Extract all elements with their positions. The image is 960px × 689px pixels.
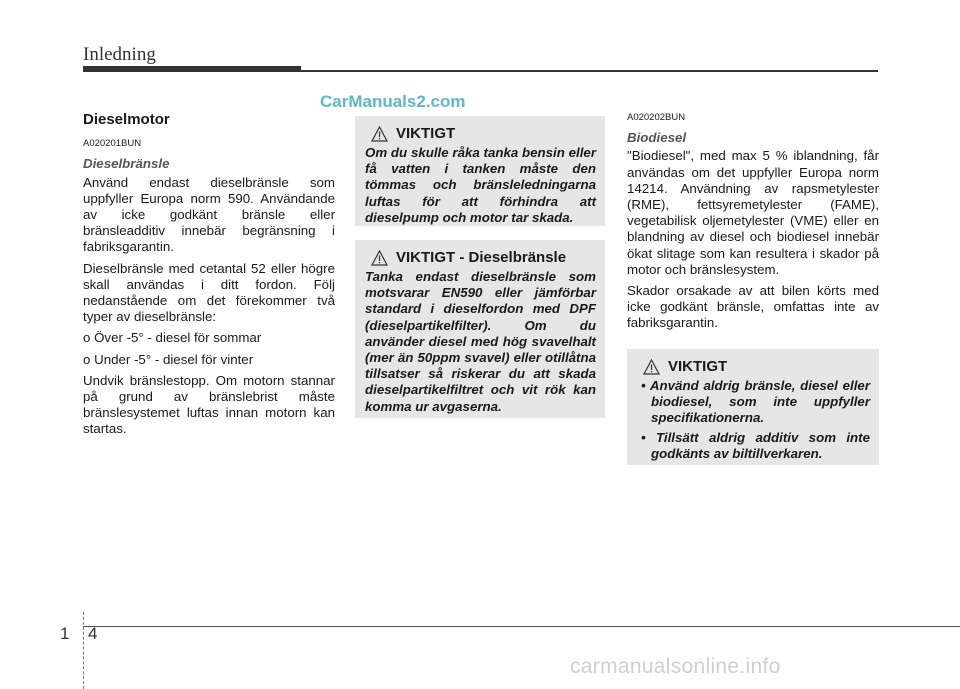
page-number: 4 (88, 624, 98, 643)
warning-triangle-icon (643, 359, 660, 375)
sub-heading: Dieselbränsle (83, 156, 170, 172)
warning-header (365, 123, 596, 145)
warning-text: Tanka endast dieselbränsle som motsvarar EN590 eller jämförbar standard i dieselfordon med DPF (dieselpartikelfilter). Om du använder diesel med hög svavelhalt (mer än 50ppm svavel) eller otillåtna tillsatser så riskerar du att skada dieselpartikelfiltret och vit rök kan komma ur avgaserna. (365, 269, 596, 414)
middle-column (355, 116, 605, 418)
paragraph: "Biodiesel", med max 5 % iblandning, får användas om det uppfyller Europa norm 14214. Användning av rapsmetylester (RME), fettsyremetylester (FAME), vegetabilisk oljemetylester (VME) eller en blandning av diesel och biodiesel innebär ökat slitage som kan resultera i skador på motor och bränslesystem. (627, 148, 879, 277)
warning-header (637, 356, 870, 378)
footer-rule (83, 626, 960, 627)
watermark-bottom: carmanualsonline.info (570, 655, 781, 678)
paragraph: Använd endast dieselbränsle som uppfyller Europa norm 590. Användande av icke godkänt bränsle eller bränsleadditiv innebär begränsning i fabriksgarantin. (83, 174, 335, 255)
warning-header (365, 247, 596, 269)
section-code: A020201BUN (83, 138, 142, 150)
warning-box-dieselbransle (355, 240, 605, 418)
warning-title: VIKTIGT (396, 124, 456, 142)
paragraph: Skador orsakade av att bilen körts med icke godkänt bränsle, omfattas inte av fabriksgarantin. (627, 283, 879, 331)
warning-box-viktigt-right (627, 349, 879, 465)
footer-divider (83, 612, 84, 689)
warning-title: VIKTIGT (668, 357, 728, 375)
section-heading: Dieselmotor (83, 111, 170, 128)
warning-title: VIKTIGT - Dieselbränsle (396, 248, 567, 266)
bullet-item: • Använd aldrig bränsle, diesel eller biodiesel, som inte uppfyller specifikationerna. (641, 377, 870, 426)
left-column (83, 110, 335, 443)
right-column (627, 110, 879, 465)
paragraph: o Under -5° - diesel för vinter (83, 351, 254, 367)
paragraph: o Över -5° - diesel för sommar (83, 330, 262, 346)
paragraph: Undvik bränslestopp. Om motorn stannar på grund av bränslebrist måste bränslesystemet luftas innan motorn kan startas. (83, 372, 335, 437)
warning-triangle-icon (371, 250, 388, 266)
warning-bullets (637, 378, 870, 463)
paragraph: Dieselbränsle med cetantal 52 eller högre skall användas i ditt fordon. Följ nedanstående om det förekommer två typer av dieselbränsle: (83, 260, 335, 325)
watermark-top[interactable]: CarManuals2.com (320, 92, 466, 111)
warning-box-viktigt (355, 116, 605, 226)
chapter-number: 1 (60, 624, 70, 643)
warning-triangle-icon (371, 126, 388, 142)
header-bar-thick (83, 66, 301, 72)
bullet-item: • Tillsätt aldrig additiv som inte godkänts av biltillverkaren. (641, 430, 870, 462)
header-title: Inledning (83, 44, 156, 65)
header-bar-thin (301, 70, 878, 72)
sub-heading: Biodiesel (627, 130, 687, 146)
warning-text: Om du skulle råka tanka bensin eller få vatten i tanken måste den tömmas och bränsleledningarna luftas för att förhindra att dieselpump och motor tar skada. (365, 145, 596, 225)
section-code: A020202BUN (627, 112, 686, 123)
